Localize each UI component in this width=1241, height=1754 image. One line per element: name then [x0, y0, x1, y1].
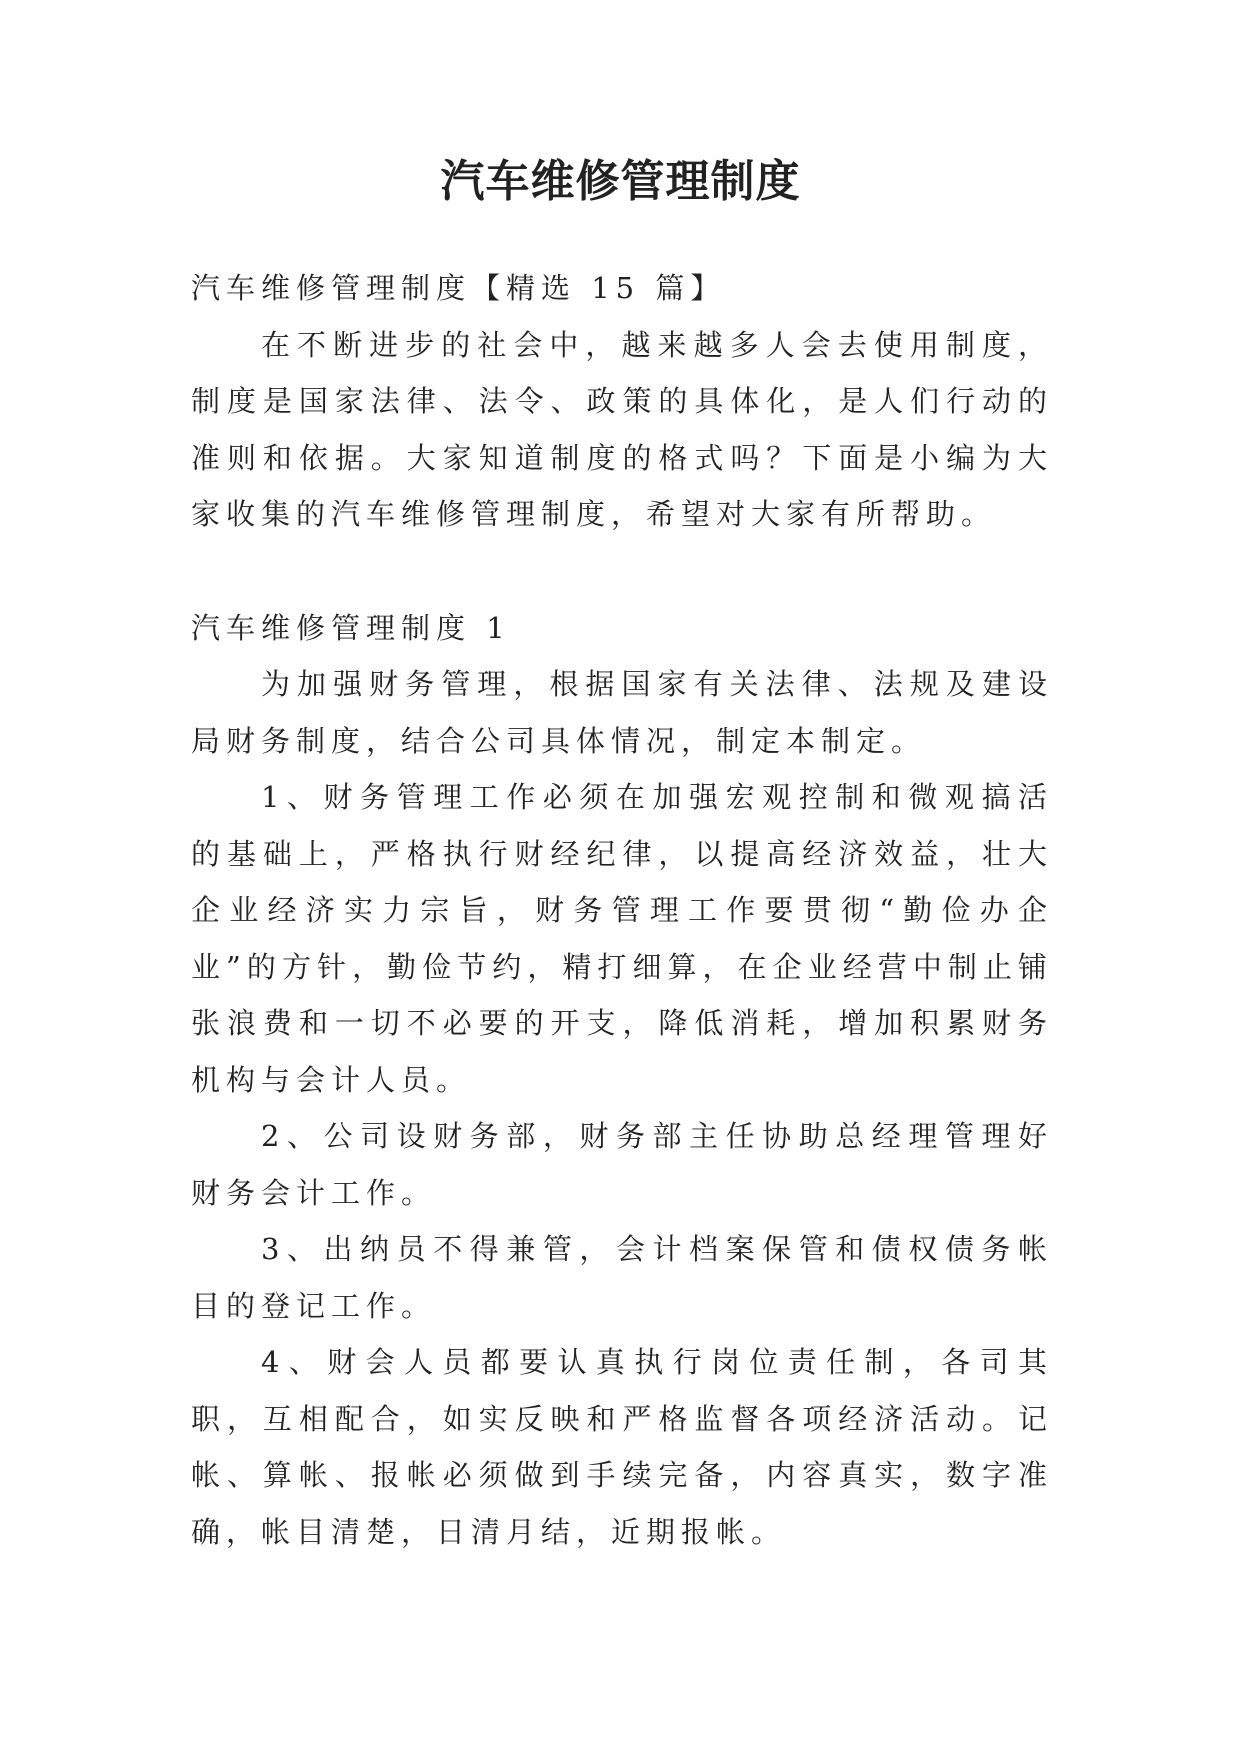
document-title: 汽车维修管理制度: [440, 156, 801, 207]
section-1-item-1: 1、财务管理工作必须在加强宏观控制和微观搞活的基础上，严格执行财经纪律，以提高经济效益，壮大企业经济实力宗旨，财务管理工作要贯彻“勤俭办企业”的方针，勤俭节约，精打细算，在企业经营中制止铺张浪费和一切不必要的开支，降低消耗，增加积累财务机构与会计人员。: [191, 780, 1053, 1097]
section-1-heading: 汽车维修管理制度 1: [191, 610, 511, 645]
section-1-item-2: 2、公司设财务部，财务部主任协助总经理管理好财务会计工作。: [191, 1119, 1053, 1210]
section-spacer: [191, 543, 1053, 600]
section-1-item-4: 4、财会人员都要认真执行岗位责任制，各司其职，互相配合，如实反映和严格监督各项经济活动。记帐、算帐、报帐必须做到手续完备，内容真实，数字准确，帐目清楚，日清月结，近期报帐。: [191, 1345, 1053, 1549]
section-1-lead-paragraph: 为加强财务管理，根据国家有关法律、法规及建设局财务制度，结合公司具体情况，制定本制定。: [191, 667, 1053, 758]
intro-paragraph: 在不断进步的社会中，越来越多人会去使用制度，制度是国家法律、法令、政策的具体化，是人们行动的准则和依据。大家知道制度的格式吗？下面是小编为大家收集的汽车维修管理制度，希望对大家有所帮助。: [191, 327, 1053, 531]
section-1-item-3: 3、出纳员不得兼管，会计档案保管和债权债务帐目的登记工作。: [191, 1232, 1053, 1323]
document-subtitle: 汽车维修管理制度【精选 15 篇】: [191, 271, 726, 305]
document-body: [191, 260, 1053, 1560]
